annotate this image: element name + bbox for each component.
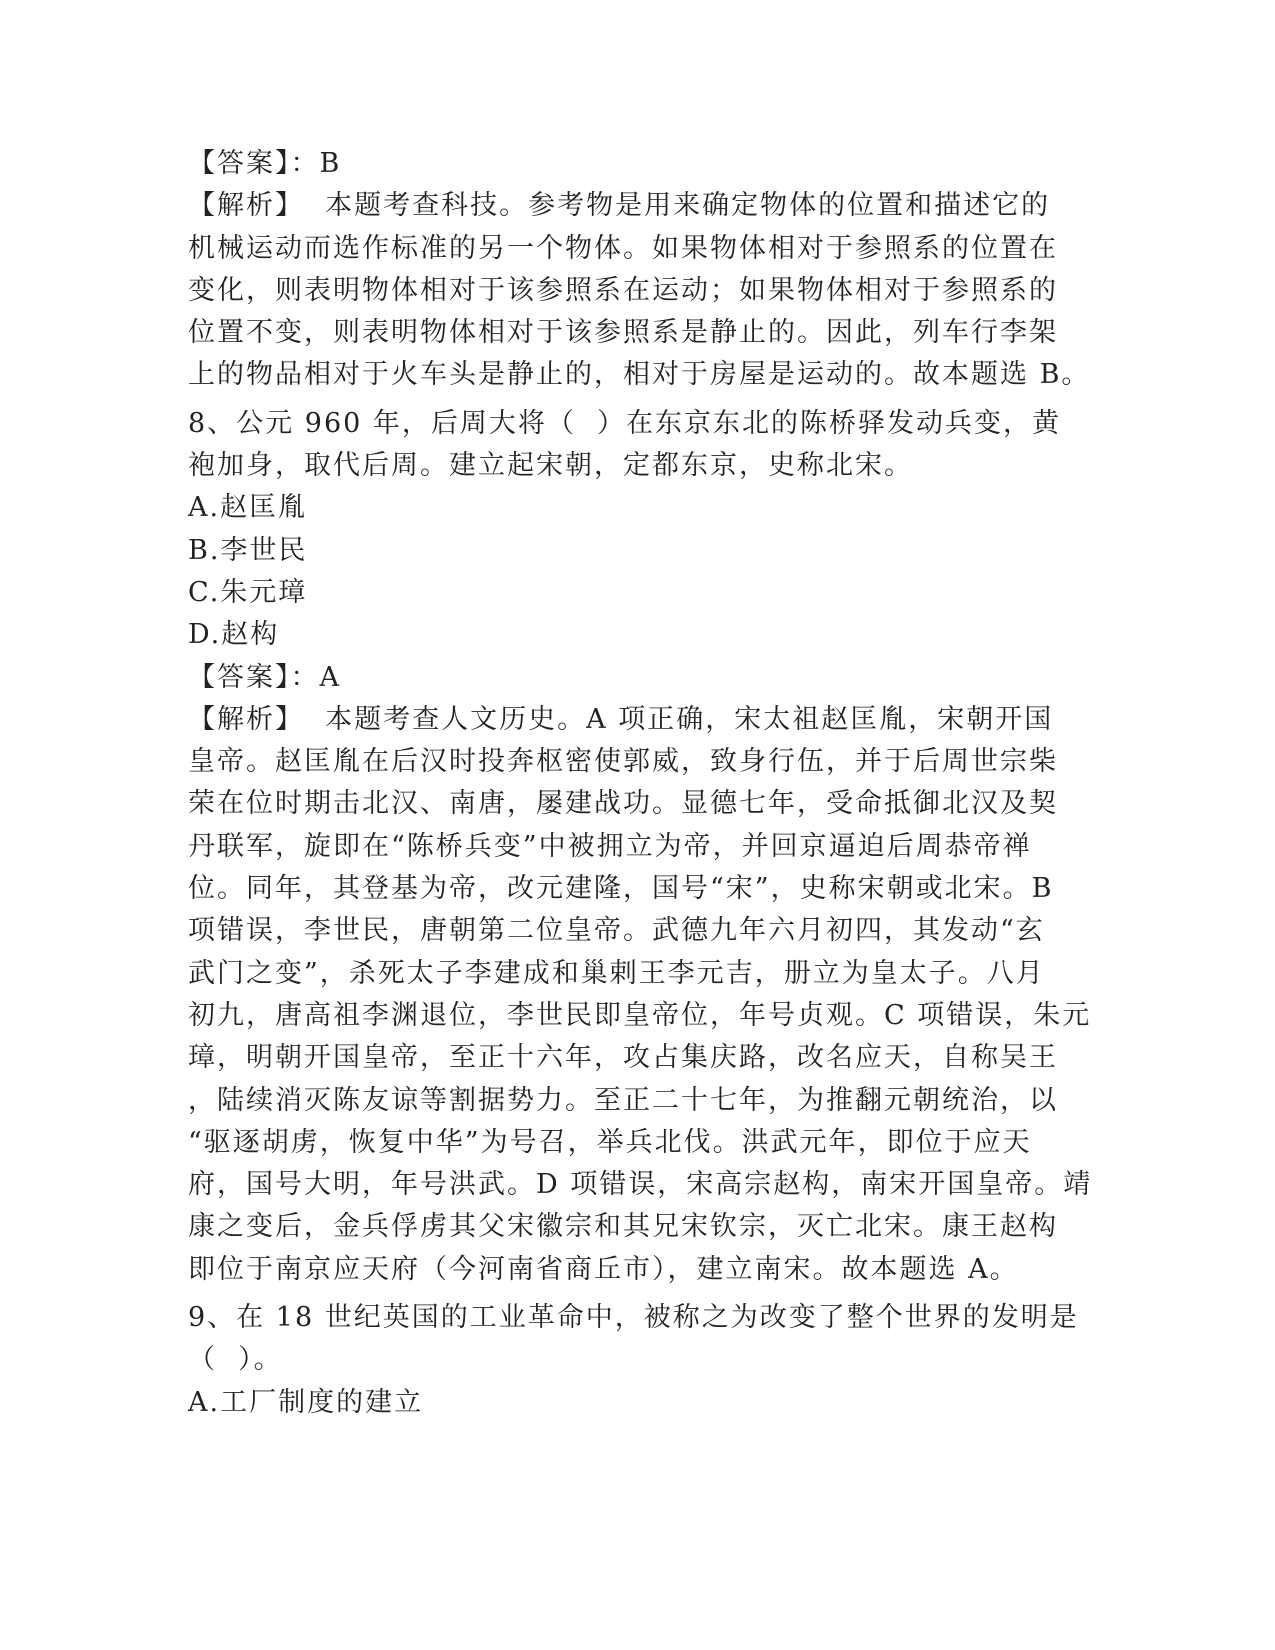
question-7-block	[188, 143, 1091, 397]
analysis-block	[188, 185, 1091, 396]
analysis-line: ，陆续消灭陈友谅等割据势力。至正二十七年，为推翻元朝统治，以	[188, 1084, 1058, 1116]
analysis-line: 【解析】 本题考查科技。参考物是用来确定物体的位置和描述它的	[188, 190, 1051, 222]
analysis-block	[188, 699, 1093, 1291]
analysis-line: 【解析】 本题考查人文历史。A 项正确，宋太祖赵匡胤，宋朝开国	[188, 703, 1054, 735]
answer-line: 【答案】：B	[188, 148, 342, 179]
answer-line: 【答案】：A	[188, 661, 341, 693]
document-body	[188, 143, 1093, 1424]
analysis-line: 上的物品相对于火车头是静止的，相对于房屋是运动的。故本题选 B。	[188, 359, 1091, 391]
option-a: A.工厂制度的建立	[188, 1386, 424, 1418]
option-list	[188, 487, 1078, 656]
analysis-line: “驱逐胡虏，恢复中华”为号召，举兵北伐。洪武元年，即位于应天	[188, 1126, 1032, 1158]
question-line: （ ）。	[188, 1344, 283, 1376]
analysis-line: 康之变后，金兵俘虏其父宋徽宗和其兄宋钦宗，灭亡北宋。康王赵构	[188, 1211, 1058, 1243]
analysis-line: 即位于南京应天府（今河南省商丘市），建立南宋。故本题选 A。	[188, 1253, 1019, 1285]
analysis-line: 机械运动而选作标准的另一个物体。如果物体相对于参照系的位置在	[188, 232, 1058, 264]
option-c: C.朱元璋	[188, 576, 308, 608]
option-list	[188, 1382, 1078, 1424]
question-stem	[188, 403, 1078, 488]
analysis-line: 府，国号大明，年号洪武。D 项错误，宋高宗赵构，南宋开国皇帝。靖	[188, 1169, 1093, 1201]
option-b: B.李世民	[188, 534, 308, 566]
analysis-line: 璋，明朝开国皇帝，至正十六年，攻占集庆路，改名应天，自称吴王	[188, 1042, 1058, 1074]
analysis-line: 位。同年，其登基为帝，改元建隆，国号“宋”，史称宋朝或北宋。B	[188, 873, 1054, 905]
question-line: 袍加身，取代后周。建立起宋朝，定都东京，史称北宋。	[188, 450, 913, 482]
analysis-line: 位置不变，则表明物体相对于该参照系是静止的。因此，列车行李架	[188, 317, 1058, 349]
analysis-line: 变化，则表明物体相对于该参照系在运动；如果物体相对于参照系的	[188, 274, 1058, 306]
analysis-line: 荣在位时期击北汉、南唐，屡建战功。显德七年，受命抵御北汉及契	[188, 788, 1058, 820]
analysis-line: 皇帝。赵匡胤在后汉时投奔枢密使郭威，致身行伍，并于后周世宗柴	[188, 746, 1058, 778]
analysis-line: 项错误，李世民，唐朝第二位皇帝。武德九年六月初四，其发动“玄	[188, 915, 1045, 947]
question-line: 8、公元 960 年，后周大将（ ）在东京东北的陈桥驿发动兵变，黄	[188, 407, 1062, 439]
question-stem	[188, 1297, 1078, 1382]
question-9-block	[188, 1297, 1078, 1424]
analysis-line: 武门之变”，杀死太子李建成和巢剌王李元吉，册立为皇太子。八月	[188, 957, 1045, 989]
analysis-line: 丹联军，旋即在“陈桥兵变”中被拥立为帝，并回京逼迫后周恭帝禅	[188, 830, 1032, 862]
question-line: 9、在 18 世纪英国的工业革命中，被称之为改变了整个世界的发明是	[188, 1302, 1079, 1334]
analysis-line: 初九，唐高祖李渊退位，李世民即皇帝位，年号贞观。C 项错误，朱元	[188, 999, 1092, 1031]
option-d: D.赵构	[188, 619, 280, 651]
question-8-block	[188, 403, 1093, 1291]
option-a: A.赵匡胤	[188, 492, 308, 524]
